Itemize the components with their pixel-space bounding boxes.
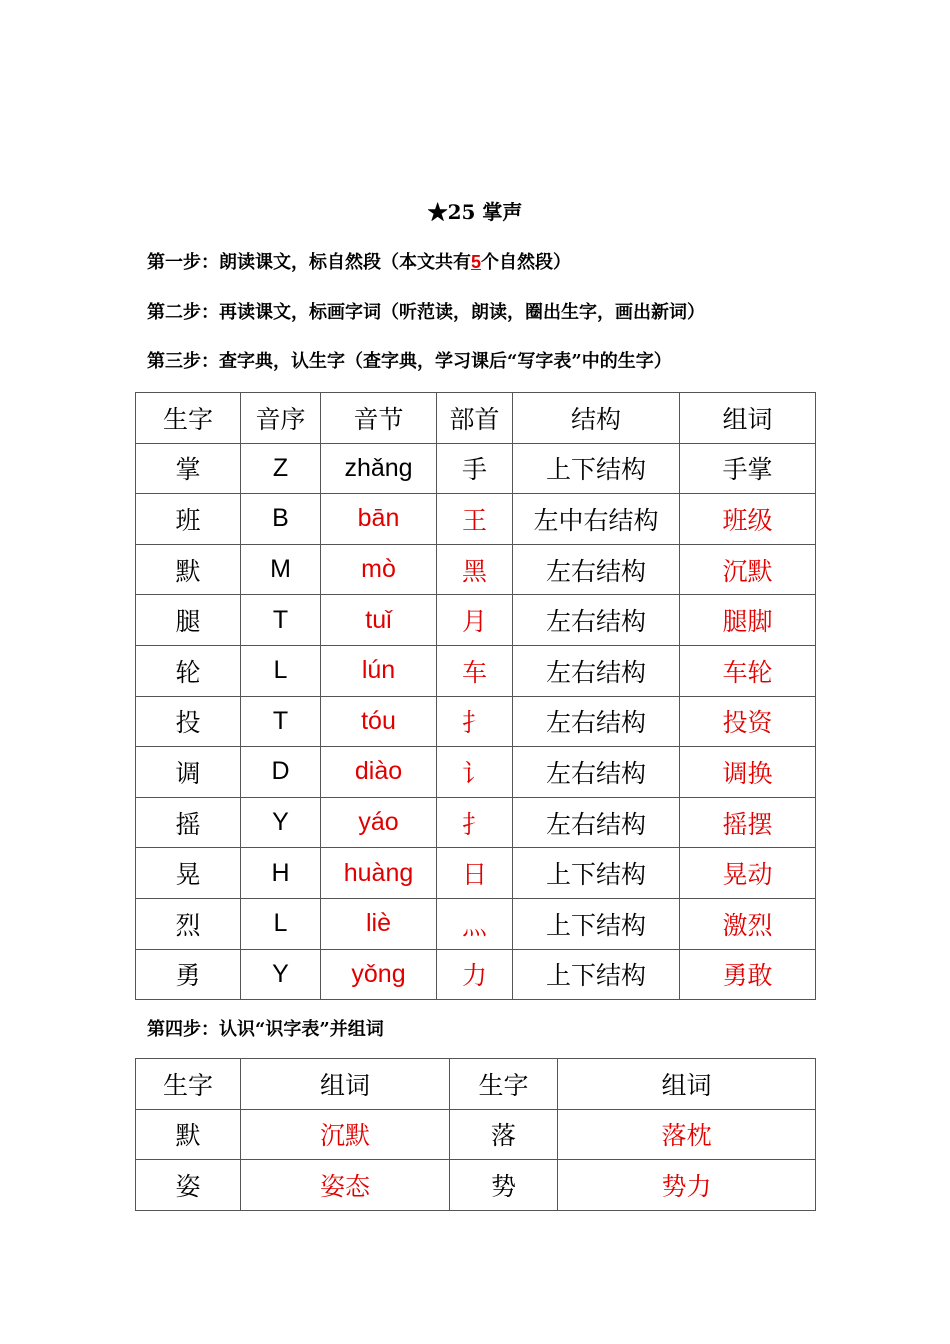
table-row xyxy=(136,595,816,646)
step-four: 第四步：认识“识字表”并组词 xyxy=(147,1019,384,1040)
table-row xyxy=(136,747,816,798)
pinyin-cell: liè xyxy=(321,898,437,949)
structure-cell: 左右结构 xyxy=(513,544,680,595)
character-cell: 默 xyxy=(136,1109,241,1160)
order-cell: Y xyxy=(241,949,321,1000)
pinyin-cell: bān xyxy=(321,494,437,545)
structure-cell: 上下结构 xyxy=(513,443,680,494)
word-cell: 班级 xyxy=(680,494,816,545)
table-row xyxy=(136,949,816,1000)
character-cell: 势 xyxy=(450,1160,558,1211)
structure-cell: 左右结构 xyxy=(513,747,680,798)
header-word: 组词 xyxy=(680,393,816,444)
word-cell: 腿脚 xyxy=(680,595,816,646)
word-cell: 势力 xyxy=(558,1160,816,1211)
order-cell: L xyxy=(241,898,321,949)
order-cell: H xyxy=(241,848,321,899)
recognition-table xyxy=(135,1058,816,1211)
lesson-title: ★25 掌声 xyxy=(427,200,523,224)
radical-cell: 扌 xyxy=(437,797,513,848)
header-radical: 部首 xyxy=(437,393,513,444)
header-word: 组词 xyxy=(241,1059,450,1110)
table-row xyxy=(136,544,816,595)
pinyin-cell: yáo xyxy=(321,797,437,848)
header-character: 生字 xyxy=(450,1059,558,1110)
character-cell: 姿 xyxy=(136,1160,241,1211)
radical-cell: 扌 xyxy=(437,696,513,747)
word-cell: 摇摆 xyxy=(680,797,816,848)
order-cell: D xyxy=(241,747,321,798)
word-cell: 沉默 xyxy=(680,544,816,595)
order-cell: Y xyxy=(241,797,321,848)
word-cell: 调换 xyxy=(680,747,816,798)
header-order: 音序 xyxy=(241,393,321,444)
character-cell: 掌 xyxy=(136,443,241,494)
structure-cell: 上下结构 xyxy=(513,898,680,949)
word-cell: 手掌 xyxy=(680,443,816,494)
structure-cell: 左右结构 xyxy=(513,797,680,848)
order-cell: Z xyxy=(241,443,321,494)
table-row xyxy=(136,898,816,949)
character-cell: 默 xyxy=(136,544,241,595)
header-character: 生字 xyxy=(136,1059,241,1110)
radical-cell: 灬 xyxy=(437,898,513,949)
step-one-text-end: 个自然段） xyxy=(481,252,572,273)
pinyin-cell: tuǐ xyxy=(321,595,437,646)
table-row xyxy=(136,797,816,848)
table-row xyxy=(136,1109,816,1160)
word-cell: 投资 xyxy=(680,696,816,747)
structure-cell: 左右结构 xyxy=(513,696,680,747)
structure-cell: 左中右结构 xyxy=(513,494,680,545)
table-row xyxy=(136,696,816,747)
order-cell: M xyxy=(241,544,321,595)
header-structure: 结构 xyxy=(513,393,680,444)
table-header-row xyxy=(136,1059,816,1110)
character-cell: 晃 xyxy=(136,848,241,899)
radical-cell: 力 xyxy=(437,949,513,1000)
pinyin-cell: lún xyxy=(321,645,437,696)
header-word: 组词 xyxy=(558,1059,816,1110)
pinyin-cell: diào xyxy=(321,747,437,798)
step-two: 第二步：再读课文，标画字词（听范读，朗读，圈出生字，画出新词） xyxy=(147,302,705,323)
structure-cell: 左右结构 xyxy=(513,645,680,696)
pinyin-cell: yǒng xyxy=(321,949,437,1000)
table-row xyxy=(136,1160,816,1211)
character-cell: 调 xyxy=(136,747,241,798)
radical-cell: 车 xyxy=(437,645,513,696)
table-row xyxy=(136,848,816,899)
character-cell: 勇 xyxy=(136,949,241,1000)
character-cell: 落 xyxy=(450,1109,558,1160)
order-cell: L xyxy=(241,645,321,696)
table-row xyxy=(136,443,816,494)
paragraph-count: 5 xyxy=(471,252,482,272)
radical-cell: 手 xyxy=(437,443,513,494)
radical-cell: 月 xyxy=(437,595,513,646)
step-three: 第三步：查字典，认生字（查字典，学习课后“写字表”中的生字） xyxy=(147,351,672,372)
radical-cell: 讠 xyxy=(437,747,513,798)
table-header-row xyxy=(136,393,816,444)
character-cell: 班 xyxy=(136,494,241,545)
table-row xyxy=(136,645,816,696)
structure-cell: 上下结构 xyxy=(513,848,680,899)
word-cell: 落枕 xyxy=(558,1109,816,1160)
word-cell: 姿态 xyxy=(241,1160,450,1211)
radical-cell: 黑 xyxy=(437,544,513,595)
word-cell: 车轮 xyxy=(680,645,816,696)
order-cell: T xyxy=(241,696,321,747)
structure-cell: 上下结构 xyxy=(513,949,680,1000)
table-row xyxy=(136,494,816,545)
header-syllable: 音节 xyxy=(321,393,437,444)
pinyin-cell: tóu xyxy=(321,696,437,747)
order-cell: B xyxy=(241,494,321,545)
structure-cell: 左右结构 xyxy=(513,595,680,646)
character-cell: 投 xyxy=(136,696,241,747)
new-characters-table xyxy=(135,392,816,1000)
order-cell: T xyxy=(241,595,321,646)
character-cell: 腿 xyxy=(136,595,241,646)
word-cell: 沉默 xyxy=(241,1109,450,1160)
radical-cell: 日 xyxy=(437,848,513,899)
word-cell: 晃动 xyxy=(680,848,816,899)
word-cell: 勇敢 xyxy=(680,949,816,1000)
word-cell: 激烈 xyxy=(680,898,816,949)
header-character: 生字 xyxy=(136,393,241,444)
pinyin-cell: mò xyxy=(321,544,437,595)
character-cell: 轮 xyxy=(136,645,241,696)
step-one xyxy=(147,248,571,274)
step-one-text: 第一步：朗读课文，标自然段（本文共有 xyxy=(147,252,471,273)
radical-cell: 王 xyxy=(437,494,513,545)
character-cell: 烈 xyxy=(136,898,241,949)
character-cell: 摇 xyxy=(136,797,241,848)
pinyin-cell: huàng xyxy=(321,848,437,899)
pinyin-cell: zhǎng xyxy=(321,443,437,494)
